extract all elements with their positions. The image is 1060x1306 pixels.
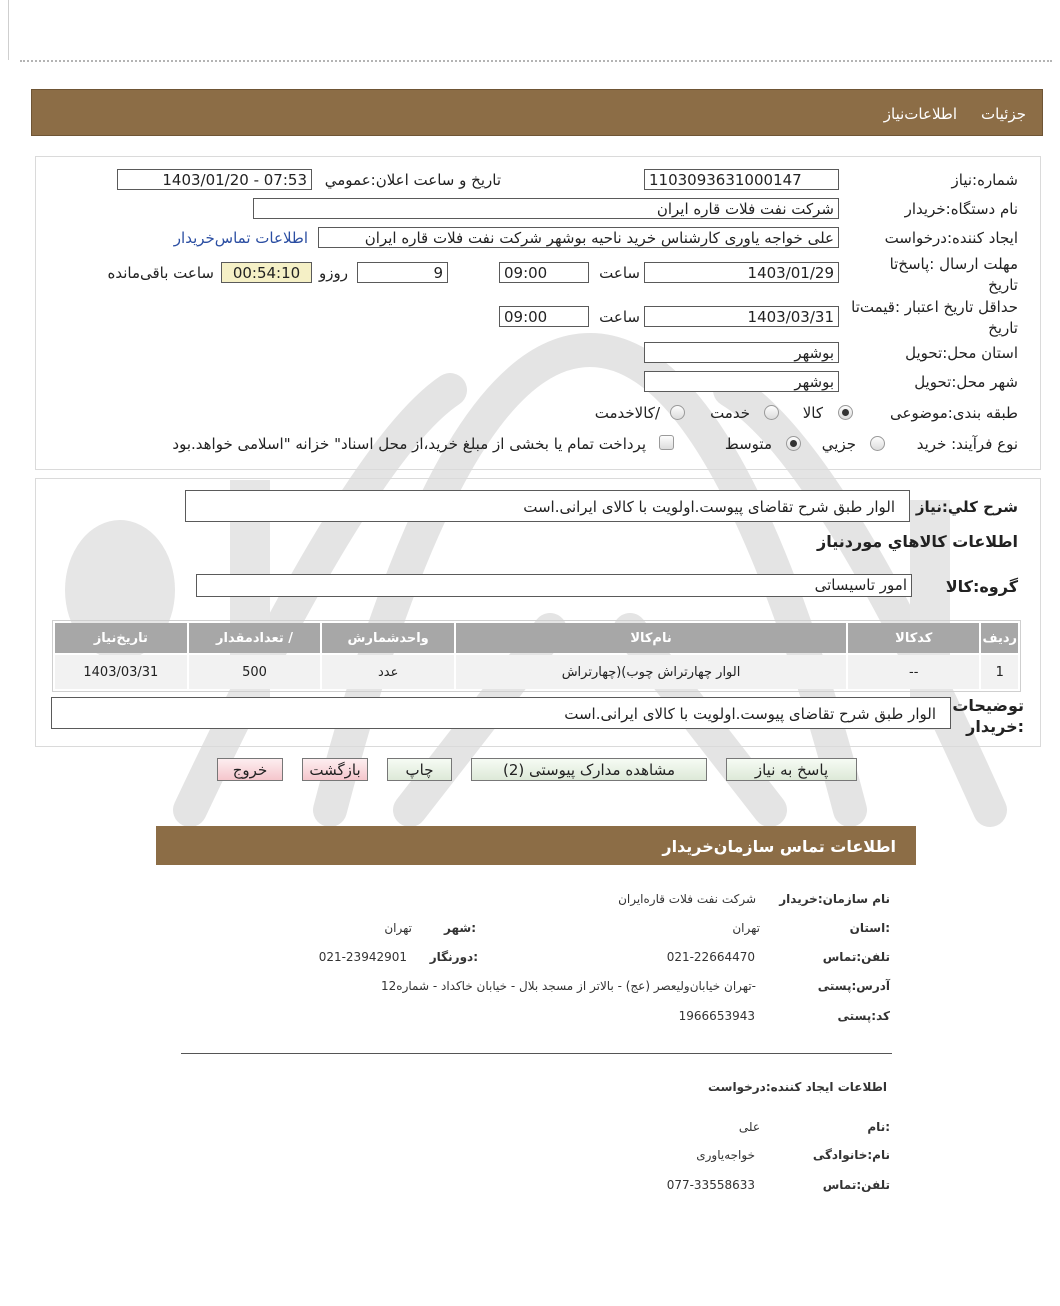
deadline-time-field: 09:00 <box>499 262 589 283</box>
deadline-label: مهلت ارسال :پاسخ‌تا تاریخ <box>889 255 1018 294</box>
validity-time-field: 09:00 <box>499 306 589 327</box>
process-medium-label: متوسط <box>724 435 772 453</box>
creator-name-value: علی <box>738 1120 760 1134</box>
details-link[interactable]: جزئیات <box>981 105 1026 123</box>
cell-code: -- <box>848 655 979 689</box>
buyer-org-field: شرکت نفت فلات قاره ایران <box>253 198 839 219</box>
col-date: تاریخ‌نیاز <box>55 623 187 653</box>
contact-postal-label: کد:پستی <box>837 1009 890 1023</box>
deadline-time-label: ساعت <box>599 264 640 282</box>
col-row: ردیف <box>981 623 1018 653</box>
contact-province-label: :استان <box>849 921 890 935</box>
goods-table-header <box>55 623 1018 653</box>
buyer-org-label: نام دستگاه:خریدار <box>904 200 1018 218</box>
remaining-time-field: 00:54:10 <box>221 262 312 283</box>
general-description-field: الوار طبق شرح تقاضای پیوست.اولویت با کالای ایرانی.است <box>185 490 910 522</box>
category-goods-radio[interactable] <box>838 405 853 420</box>
goods-info-title: اطلاعات کالاهاي موردنياز <box>817 532 1018 551</box>
contact-address-label: آدرس:پستی <box>817 979 890 993</box>
creator-label: ایجاد کننده:درخواست <box>884 229 1018 247</box>
need-number-label: شماره:نیاز <box>951 171 1018 189</box>
cell-date: 1403/03/31 <box>55 655 187 689</box>
cell-unit: عدد <box>322 655 454 689</box>
col-name: نام‌کالا <box>456 623 846 653</box>
top-navigation-bar <box>31 89 1043 136</box>
process-minor-radio[interactable] <box>870 436 885 451</box>
col-unit: واحدشمارش <box>322 623 454 653</box>
category-goods-service-radio[interactable] <box>670 405 685 420</box>
page-edge-line <box>8 0 9 60</box>
buyer-notes-label: توضیحات :خریدار <box>952 696 1024 736</box>
print-button[interactable]: چاپ <box>387 758 452 781</box>
reply-button[interactable]: پاسخ به نیاز <box>726 758 857 781</box>
contact-org-value: شرکت نفت فلات قاره‌ایران <box>618 892 756 906</box>
province-label: استان محل:تحویل <box>905 344 1018 362</box>
table-row <box>55 655 1018 689</box>
creator-phone-label: تلفن:تماس <box>822 1178 890 1192</box>
deadline-date-field: 1403/01/29 <box>644 262 839 283</box>
contact-address-value: -تهران خیابان‌ولیعصر (عج) - بالاتر از مسجد بلال - خیابان خاکداد - شماره12 <box>381 979 756 993</box>
buyer-contact-link[interactable]: اطلاعات تماس‌خریدار <box>173 229 308 247</box>
creator-phone-value: 077-33558633 <box>666 1178 755 1192</box>
city-label: شهر محل:تحویل <box>914 373 1018 391</box>
process-medium-radio[interactable] <box>786 436 801 451</box>
goods-table <box>52 620 1021 692</box>
creator-info-title: اطلاعات ایجاد کننده:درخواست <box>707 1080 887 1094</box>
contact-fax-label: :دورنگار <box>429 950 478 964</box>
need-info-link[interactable]: اطلاعات‌نیاز <box>883 105 957 123</box>
category-goods-label: کالا <box>802 404 823 422</box>
cell-name: الوار چهارتراش چوب)(چهارتراش <box>456 655 846 689</box>
validity-label: حداقل تاریخ اعتبار :قیمت‌تا تاریخ <box>851 298 1018 337</box>
city-field: بوشهر <box>644 371 839 392</box>
goods-group-field: امور تاسیساتی <box>196 574 912 597</box>
process-type-label: نوع فرآیند: خرید <box>916 435 1018 453</box>
cell-quantity: 500 <box>189 655 321 689</box>
category-goods-service-label: /کالاخدمت <box>594 404 660 422</box>
contact-section-bar <box>156 826 916 865</box>
treasury-payment-checkbox[interactable] <box>659 435 674 450</box>
contact-org-label: نام سازمان:خریدار <box>779 892 890 906</box>
remaining-time-label: ساعت باقی‌مانده <box>107 264 214 282</box>
creator-family-label: نام:خانوادگی <box>812 1148 890 1162</box>
days-field: 9 <box>357 262 448 283</box>
col-quantity: / تعدادمقدار <box>189 623 321 653</box>
contact-section-title: اطلاعات تماس سازمان‌خریدار <box>662 837 896 856</box>
contact-fax-value: 021-23942901 <box>318 950 407 964</box>
treasury-payment-text: پرداخت تمام یا بخشی از مبلغ خرید،از محل اسناد" خزانه "اسلامی خواهد.بود <box>172 435 646 453</box>
province-field: بوشهر <box>644 342 839 363</box>
announce-date-field: 1403/01/20 - 07:53 <box>117 169 312 190</box>
back-button[interactable]: بازگشت <box>302 758 368 781</box>
validity-time-label: ساعت <box>599 308 640 326</box>
contact-city-value: تهران <box>384 921 412 935</box>
cell-row: 1 <box>981 655 1018 689</box>
category-service-radio[interactable] <box>764 405 779 420</box>
category-service-label: خدمت <box>710 404 750 422</box>
announce-date-label: تاریخ و ساعت اعلان:عمومي <box>324 171 501 189</box>
contact-phone-value: 021-22664470 <box>666 950 755 964</box>
contact-divider <box>181 1053 892 1054</box>
contact-postal-value: 1966653943 <box>678 1009 755 1023</box>
days-label: روزو <box>319 264 348 282</box>
creator-field: علی خواجه یاوری کارشناس خرید ناحیه بوشهر شرکت نفت فلات قاره ایران <box>318 227 839 248</box>
dotted-separator <box>20 60 1052 62</box>
contact-phone-label: تلفن:تماس <box>822 950 890 964</box>
need-number-field: 1103093631000147 <box>644 169 839 190</box>
process-minor-label: جزيي <box>821 435 856 453</box>
general-description-label: شرح کلي:نیاز <box>915 498 1018 516</box>
contact-city-label: :شهر <box>444 921 476 935</box>
creator-name-label: :نام <box>867 1120 890 1134</box>
goods-group-label: گروه:کالا <box>945 577 1018 596</box>
exit-button[interactable]: خروج <box>217 758 283 781</box>
col-code: کدکالا <box>848 623 979 653</box>
validity-date-field: 1403/03/31 <box>644 306 839 327</box>
view-attachments-button[interactable]: مشاهده مدارک پیوستی (2) <box>471 758 707 781</box>
buyer-notes-field: الوار طبق شرح تقاضای پیوست.اولویت با کالای ایرانی.است <box>51 697 951 729</box>
creator-family-value: خواجه‌یاوری <box>696 1148 755 1162</box>
contact-province-value: تهران <box>732 921 760 935</box>
category-label: طبقه بندی:موضوعی <box>890 404 1018 422</box>
